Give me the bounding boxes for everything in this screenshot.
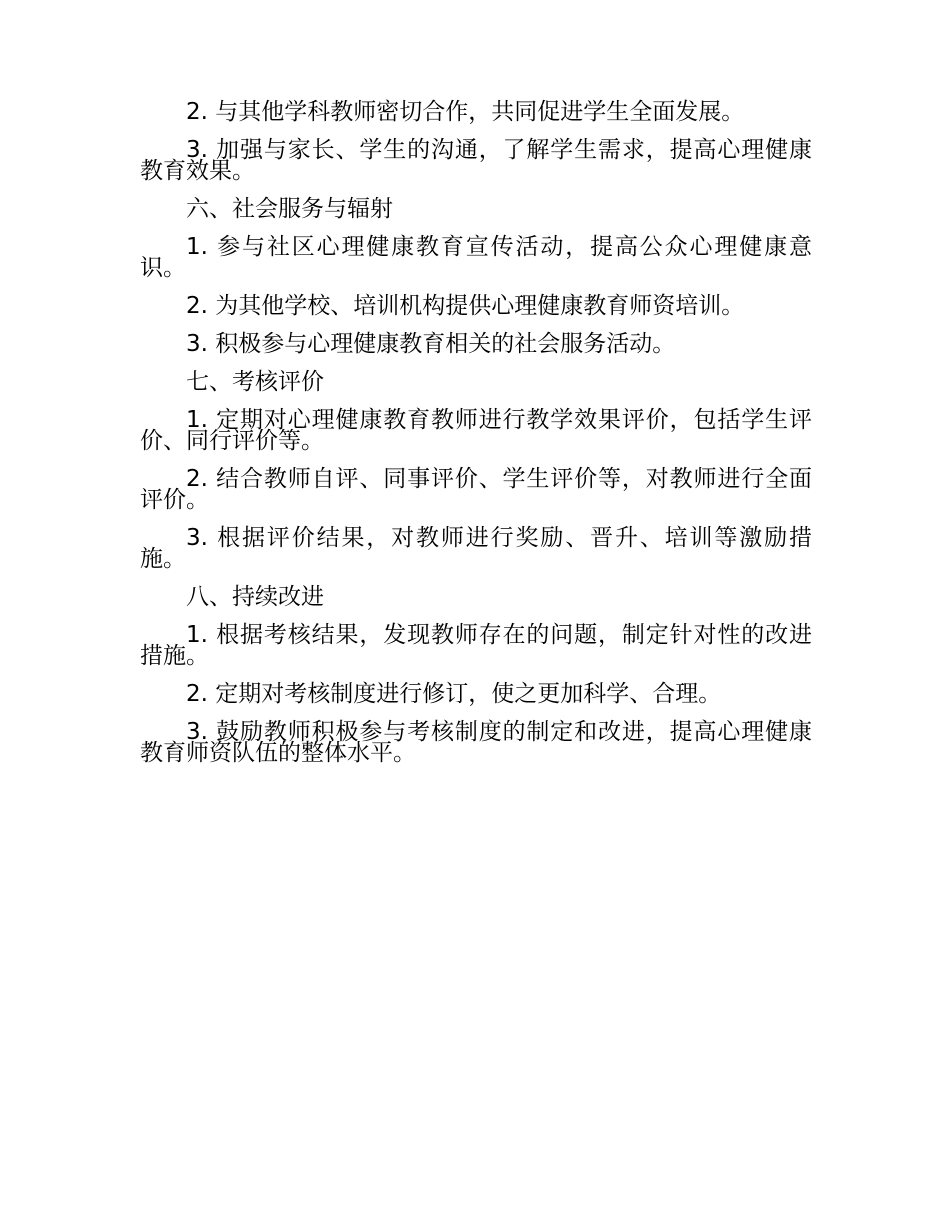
list-item-training: 2. 为其他学校、培训机构提供心理健康教育师资培训。 (186, 293, 745, 319)
section-heading-social-service: 六、社会服务与辐射 (186, 196, 393, 222)
document-body (140, 99, 812, 781)
list-item-corrective-measures: 1. 根据考核结果，发现教师存在的问题，制定针对性的改进措施。 (140, 622, 812, 669)
list-item-participation: 3. 鼓励教师积极参与考核制度的制定和改进，提高心理健康教育师资队伍的整体水平。 (140, 719, 812, 766)
list-item-cooperation: 2. 与其他学科教师密切合作，共同促进学生全面发展。 (186, 99, 745, 125)
list-item-teaching-evaluation: 1. 定期对心理健康教育教师进行教学效果评价，包括学生评价、同行评价等。 (140, 407, 812, 454)
section-heading-improvement: 八、持续改进 (186, 584, 324, 610)
list-item-social-activities: 3. 积极参与心理健康教育相关的社会服务活动。 (186, 331, 676, 357)
list-item-incentives: 3. 根据评价结果，对教师进行奖励、晋升、培训等激励措施。 (140, 525, 812, 572)
list-item-comprehensive-evaluation: 2. 结合教师自评、同事评价、学生评价等，对教师进行全面评价。 (140, 466, 812, 513)
list-item-revision: 2. 定期对考核制度进行修订，使之更加科学、合理。 (186, 681, 722, 707)
section-heading-assessment: 七、考核评价 (186, 369, 324, 395)
list-item-community: 1. 参与社区心理健康教育宣传活动，提高公众心理健康意识。 (140, 234, 812, 281)
list-item-communication: 3. 加强与家长、学生的沟通，了解学生需求，提高心理健康教育效果。 (140, 137, 812, 184)
